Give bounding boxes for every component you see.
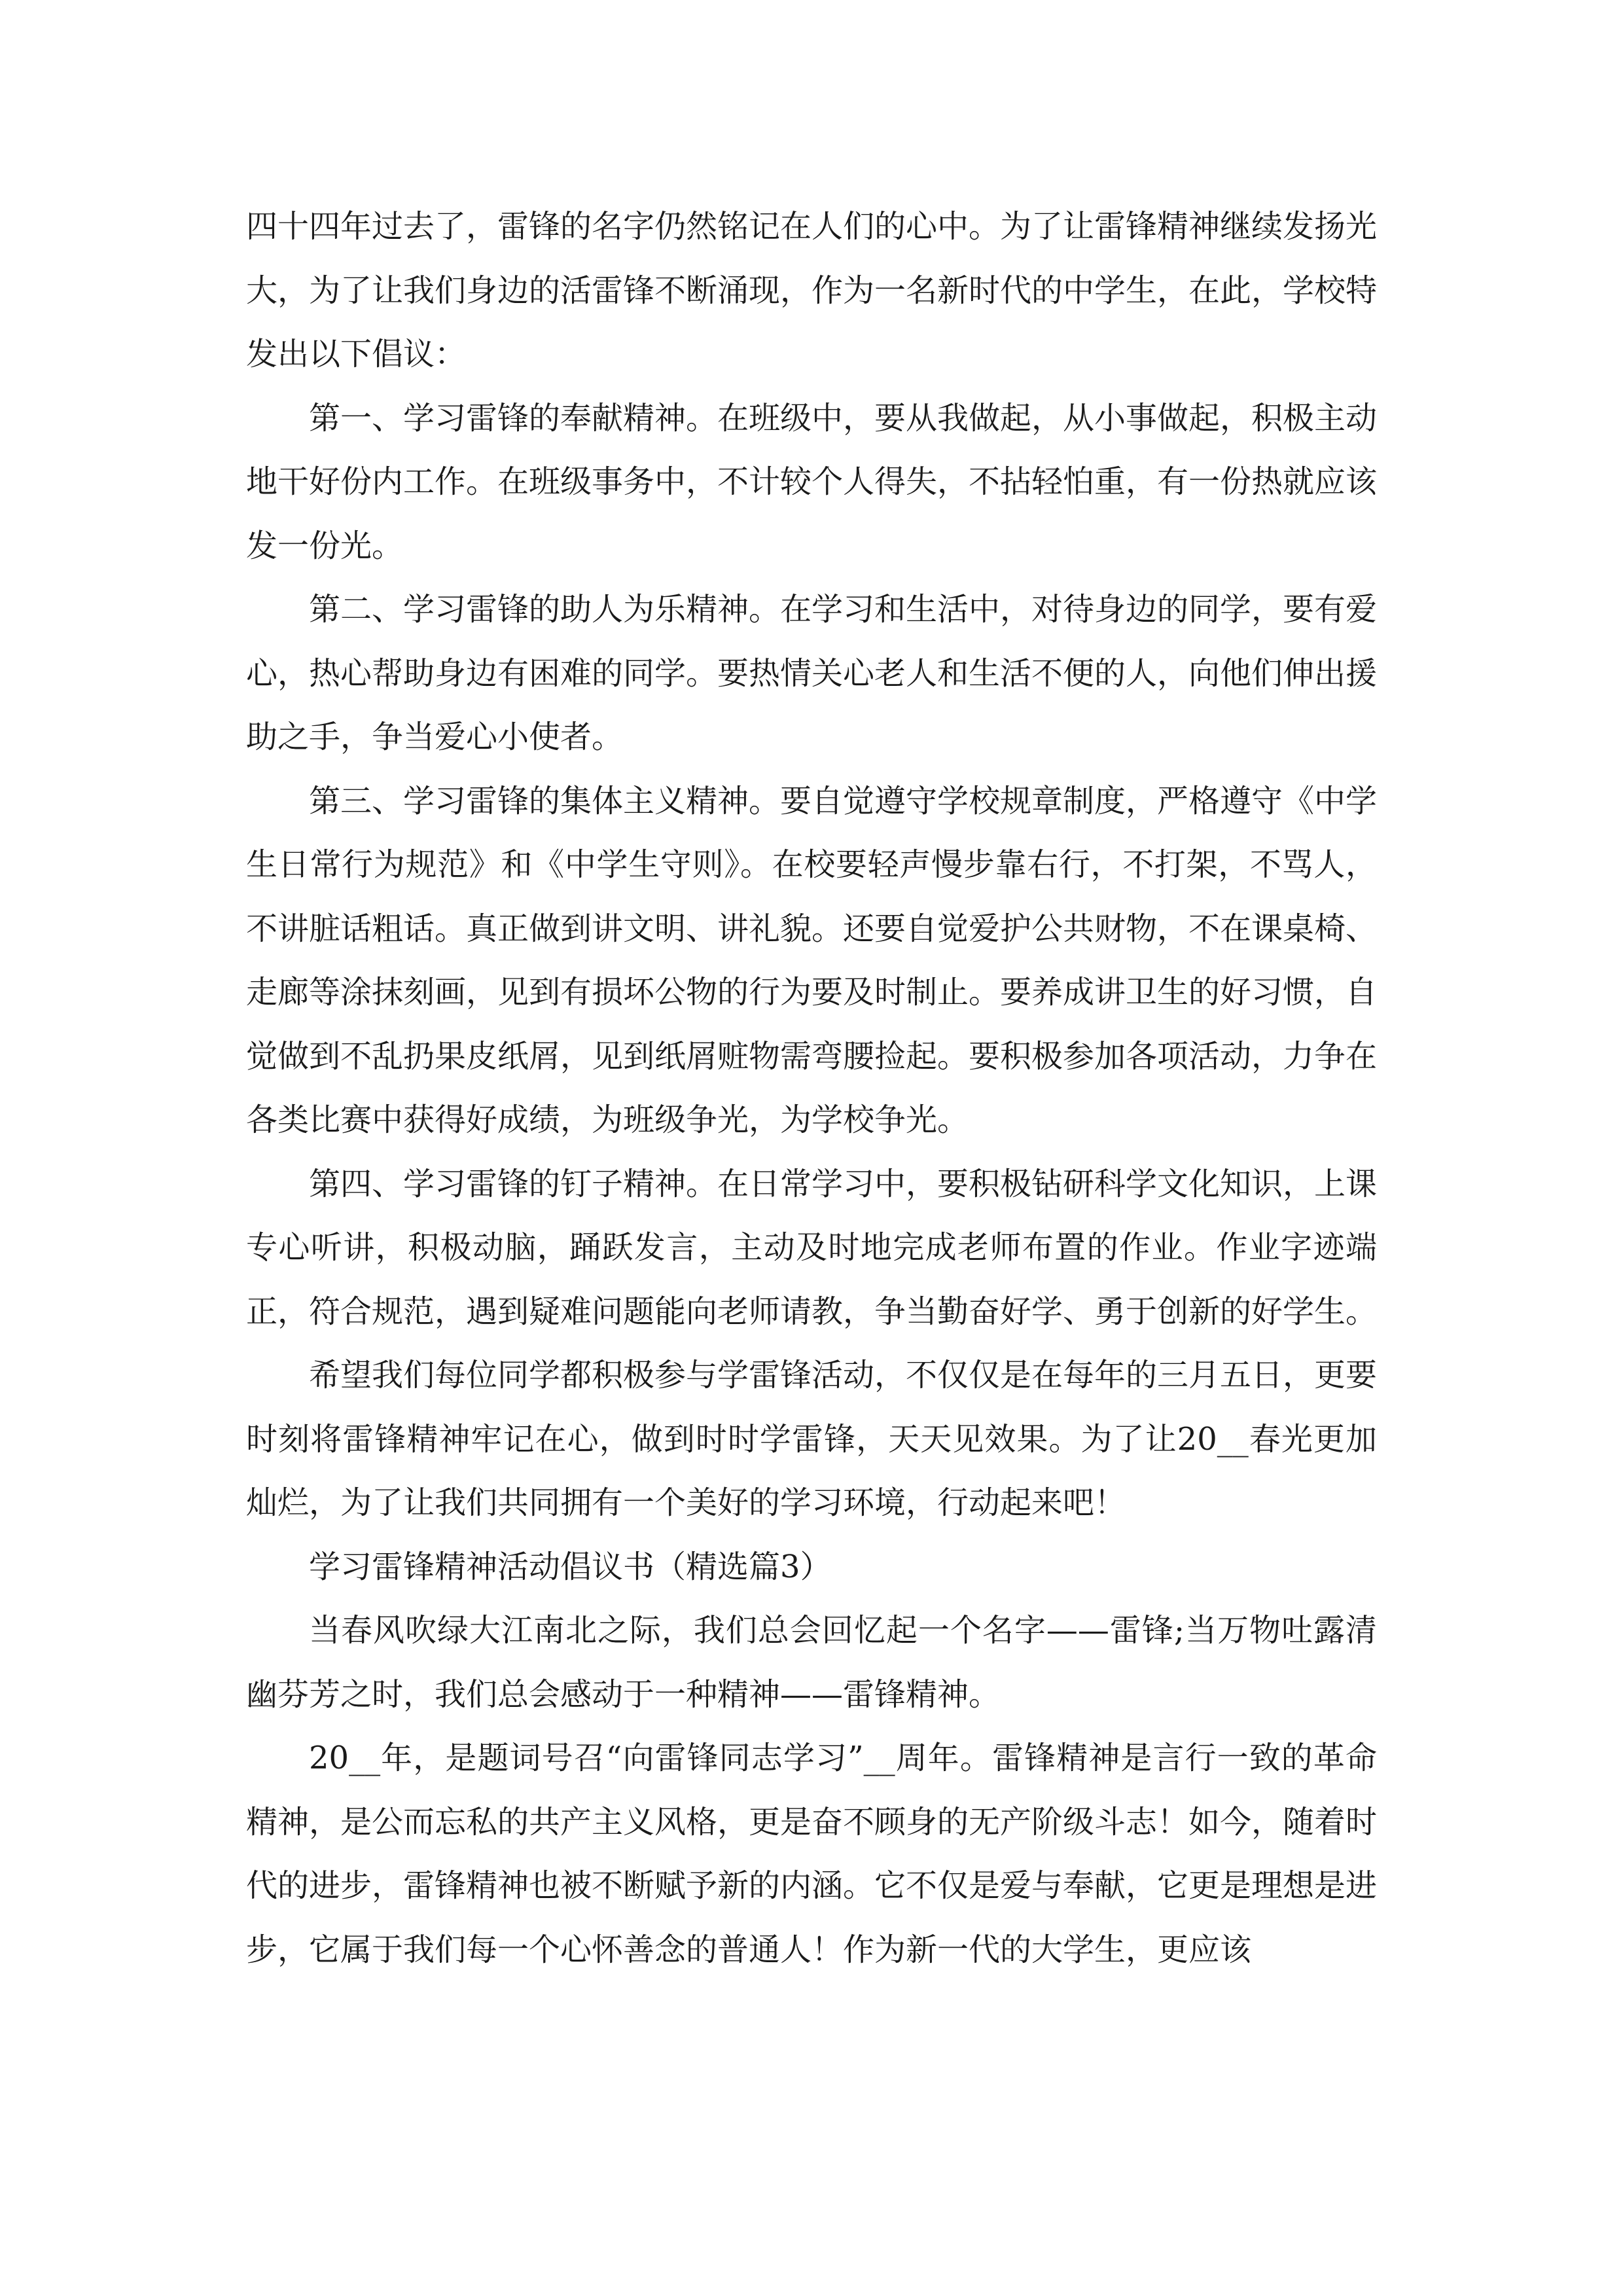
paragraph-second: 第二、学习雷锋的助人为乐精神。在学习和生活中，对待身边的同学，要有爱心，热心帮助身边有困难的同学。要热情关心老人和生活不便的人，向他们伸出援助之手，争当爱心小使者。	[246, 591, 1378, 755]
paragraph-third: 第三、学习雷锋的集体主义精神。要自觉遵守学校规章制度，严格遵守《中学生日常行为规范》和《中学生守则》。在校要轻声慢步靠右行，不打架，不骂人，不讲脏话粗话。真正做到讲文明、讲礼貌。还要自觉爱护公共财物，不在课桌椅、走廊等涂抹刻画，见到有损坏公物的行为要及时制止。要养成讲卫生的好习惯，自觉做到不乱扔果皮纸屑，见到纸屑赃物需弯腰捡起。要积极参加各项活动，力争在各类比赛中获得好成绩，为班级争光，为学校争光。	[246, 782, 1378, 1138]
paragraph-hope: 希望我们每位同学都积极参与学雷锋活动，不仅仅是在每年的三月五日，更要时刻将雷锋精神牢记在心，做到时时学雷锋，天天见效果。为了让20__春光更加灿烂，为了让我们共同拥有一个美好的学习环境，行动起来吧！	[246, 1357, 1378, 1521]
section-heading: 学习雷锋精神活动倡议书（精选篇3）	[309, 1548, 832, 1585]
document-body	[246, 195, 1377, 1982]
paragraph-intro: 四十四年过去了，雷锋的名字仍然铭记在人们的心中。为了让雷锋精神继续发扬光大，为了让我们身边的活雷锋不断涌现，作为一名新时代的中学生，在此，学校特发出以下倡议：	[246, 208, 1378, 372]
paragraph-fourth: 第四、学习雷锋的钉子精神。在日常学习中，要积极钻研科学文化知识，上课专心听讲，积极动脑，踊跃发言，主动及时地完成老师布置的作业。作业字迹端正，符合规范，遇到疑难问题能向老师请教，争当勤奋好学、勇于创新的好学生。	[246, 1165, 1378, 1330]
paragraph-anniversary: 20__年，是题词号召“向雷锋同志学习”__周年。雷锋精神是言行一致的革命精神，是公而忘私的共产主义风格，更是奋不顾身的无产阶级斗志！如今，随着时代的进步，雷锋精神也被不断赋予新的内涵。它不仅是爱与奉献，它更是理想是进步，它属于我们每一个心怀善念的普通人！作为新一代的大学生，更应该	[246, 1740, 1378, 1968]
paragraph-spring: 当春风吹绿大江南北之际，我们总会回忆起一个名字——雷锋;当万物吐露清幽芬芳之时，我们总会感动于一种精神——雷锋精神。	[246, 1612, 1377, 1713]
paragraph-first: 第一、学习雷锋的奉献精神。在班级中，要从我做起，从小事做起，积极主动地干好份内工作。在班级事务中，不计较个人得失，不拈轻怕重，有一份热就应该发一份光。	[246, 399, 1378, 564]
